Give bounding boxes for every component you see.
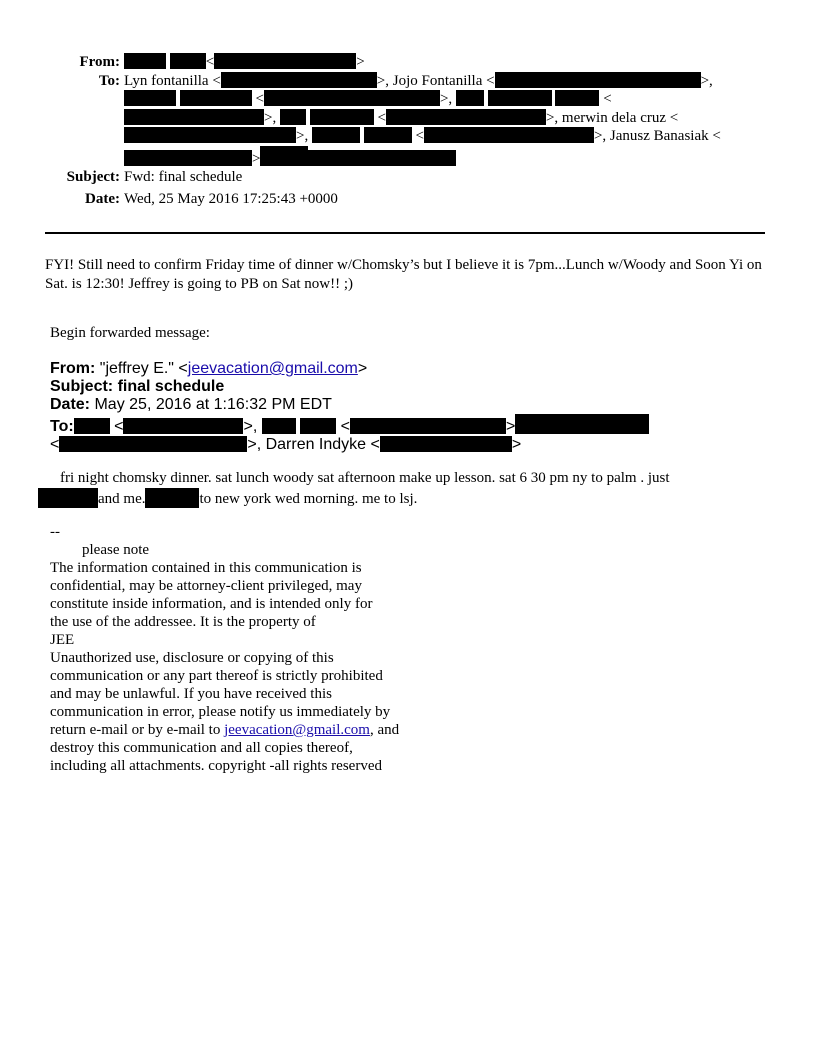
date-label: Date: bbox=[85, 190, 120, 207]
begin-forwarded-label: Begin forwarded message: bbox=[50, 325, 210, 341]
sig-line: constitute inside information, and is intended only for bbox=[50, 596, 373, 612]
redaction bbox=[308, 150, 456, 166]
redaction bbox=[456, 90, 484, 106]
from-label: From: bbox=[79, 54, 120, 70]
recipient-name: Janusz Banasiak bbox=[609, 128, 709, 144]
redaction bbox=[515, 414, 649, 434]
fwd-subject-row bbox=[50, 378, 670, 396]
signature-block bbox=[50, 523, 450, 775]
redaction bbox=[145, 488, 199, 508]
redaction bbox=[74, 418, 110, 434]
sig-return-suffix: , and bbox=[369, 722, 400, 738]
redaction bbox=[312, 127, 360, 143]
forwarded-body bbox=[38, 469, 778, 508]
sig-line: The information contained in this communication is bbox=[50, 560, 362, 576]
fwd-body-line-1: fri night chomsky dinner. sat lunch woody sat afternoon make up lesson. sat 6 30 pm ny to palm . just bbox=[60, 470, 670, 486]
fwd-subject-value: final schedule bbox=[117, 378, 225, 395]
redaction bbox=[124, 127, 296, 143]
redaction bbox=[495, 72, 701, 88]
date-row bbox=[0, 190, 816, 209]
redaction bbox=[124, 150, 252, 166]
from-row: From: < > bbox=[79, 54, 365, 70]
redaction bbox=[310, 109, 374, 125]
redaction bbox=[124, 53, 166, 69]
redaction bbox=[300, 418, 336, 434]
sig-line: communication or any part thereof is strictly prohibited bbox=[50, 668, 383, 684]
forwarded-header bbox=[50, 360, 670, 454]
redaction bbox=[180, 90, 252, 106]
sig-line: including all attachments. copyright -all rights reserved bbox=[50, 758, 382, 774]
redaction bbox=[214, 53, 356, 69]
fwd-body-line-2 bbox=[38, 488, 778, 509]
recipient-name: Lyn fontanilla bbox=[124, 72, 209, 89]
date-value: Wed, 25 May 2016 17:25:43 +0000 bbox=[124, 190, 338, 207]
fwd-from-label: From: bbox=[50, 360, 96, 377]
subject-value: Fwd: final schedule bbox=[124, 169, 243, 185]
redaction bbox=[123, 418, 243, 434]
sig-line-return bbox=[50, 721, 450, 739]
redaction bbox=[260, 146, 308, 166]
redaction bbox=[488, 90, 552, 106]
recipient-name: merwin dela cruz bbox=[561, 109, 667, 126]
fwd-to-darren: , Darren Indyke < bbox=[256, 436, 380, 453]
fwd-from-row: From: "jeffrey E." <jeevacation@gmail.com> bbox=[50, 360, 368, 377]
redaction bbox=[350, 418, 506, 434]
recipient-name: Jojo Fontanilla bbox=[392, 72, 483, 89]
fwd-date-label: Date: bbox=[50, 396, 91, 413]
redaction bbox=[170, 53, 206, 69]
sig-line: the use of the addressee. It is the property of bbox=[50, 614, 316, 630]
redaction bbox=[364, 127, 412, 143]
sig-line: Unauthorized use, disclosure or copying of this bbox=[50, 650, 334, 666]
fwd-to-row: To: < >, < > < >, Darren Indyke < > bbox=[50, 414, 670, 454]
sig-line: communication in error, please notify us immediately by bbox=[50, 704, 391, 720]
sig-return-prefix: return e-mail or by e-mail to bbox=[50, 722, 225, 738]
redaction bbox=[380, 436, 512, 452]
fwd-body-part3: to new york wed morning. me to lsj. bbox=[199, 490, 418, 507]
to-label: To: bbox=[98, 72, 120, 89]
header-divider bbox=[45, 232, 765, 234]
redaction bbox=[221, 72, 377, 88]
redaction bbox=[424, 127, 594, 143]
subject-row bbox=[0, 168, 816, 187]
fwd-date-row bbox=[50, 396, 670, 414]
redaction bbox=[386, 109, 546, 125]
sig-please-note: please note bbox=[82, 542, 150, 558]
sig-email-link[interactable]: jeevacation@gmail.com bbox=[224, 722, 370, 738]
fwd-body-part2: and me. bbox=[98, 490, 146, 507]
fwd-to-label: To: bbox=[50, 418, 74, 435]
redaction bbox=[280, 109, 306, 125]
to-row: To: Lyn fontanilla < >, Jojo Fontanilla < >, < >, <>, < >, merwin dela cruz <>, < >, Janusz Banasiak <> bbox=[98, 72, 721, 167]
redaction bbox=[264, 90, 440, 106]
redaction bbox=[59, 436, 247, 452]
fwd-from-email-link[interactable]: jeevacation@gmail.com bbox=[187, 360, 358, 377]
message-body: FYI! Still need to confirm Friday time of dinner w/Chomsky’s but I believe it is 7pm...Lunch w/Woody and Soon Yi on Sat. is 12:30! Jeffrey is going to PB on Sat now!! ;) bbox=[45, 257, 762, 292]
redaction bbox=[38, 488, 98, 508]
fwd-date-value: May 25, 2016 at 1:16:32 PM EDT bbox=[94, 396, 332, 413]
sig-line: and may be unlawful. If you have received this bbox=[50, 686, 332, 702]
subject-label: Subject: bbox=[66, 169, 120, 185]
fwd-subject-label: Subject: bbox=[50, 378, 114, 395]
sig-line: JEE bbox=[50, 632, 75, 648]
redaction bbox=[555, 90, 599, 106]
redaction bbox=[124, 90, 176, 106]
sig-dashes: -- bbox=[50, 524, 60, 540]
redaction bbox=[262, 418, 296, 434]
fwd-from-name: "jeffrey E." < bbox=[99, 360, 188, 377]
sig-line: confidential, may be attorney-client privileged, may bbox=[50, 578, 362, 594]
sig-line: destroy this communication and all copies thereof, bbox=[50, 740, 353, 756]
email-header bbox=[0, 53, 816, 208]
redaction bbox=[124, 109, 264, 125]
